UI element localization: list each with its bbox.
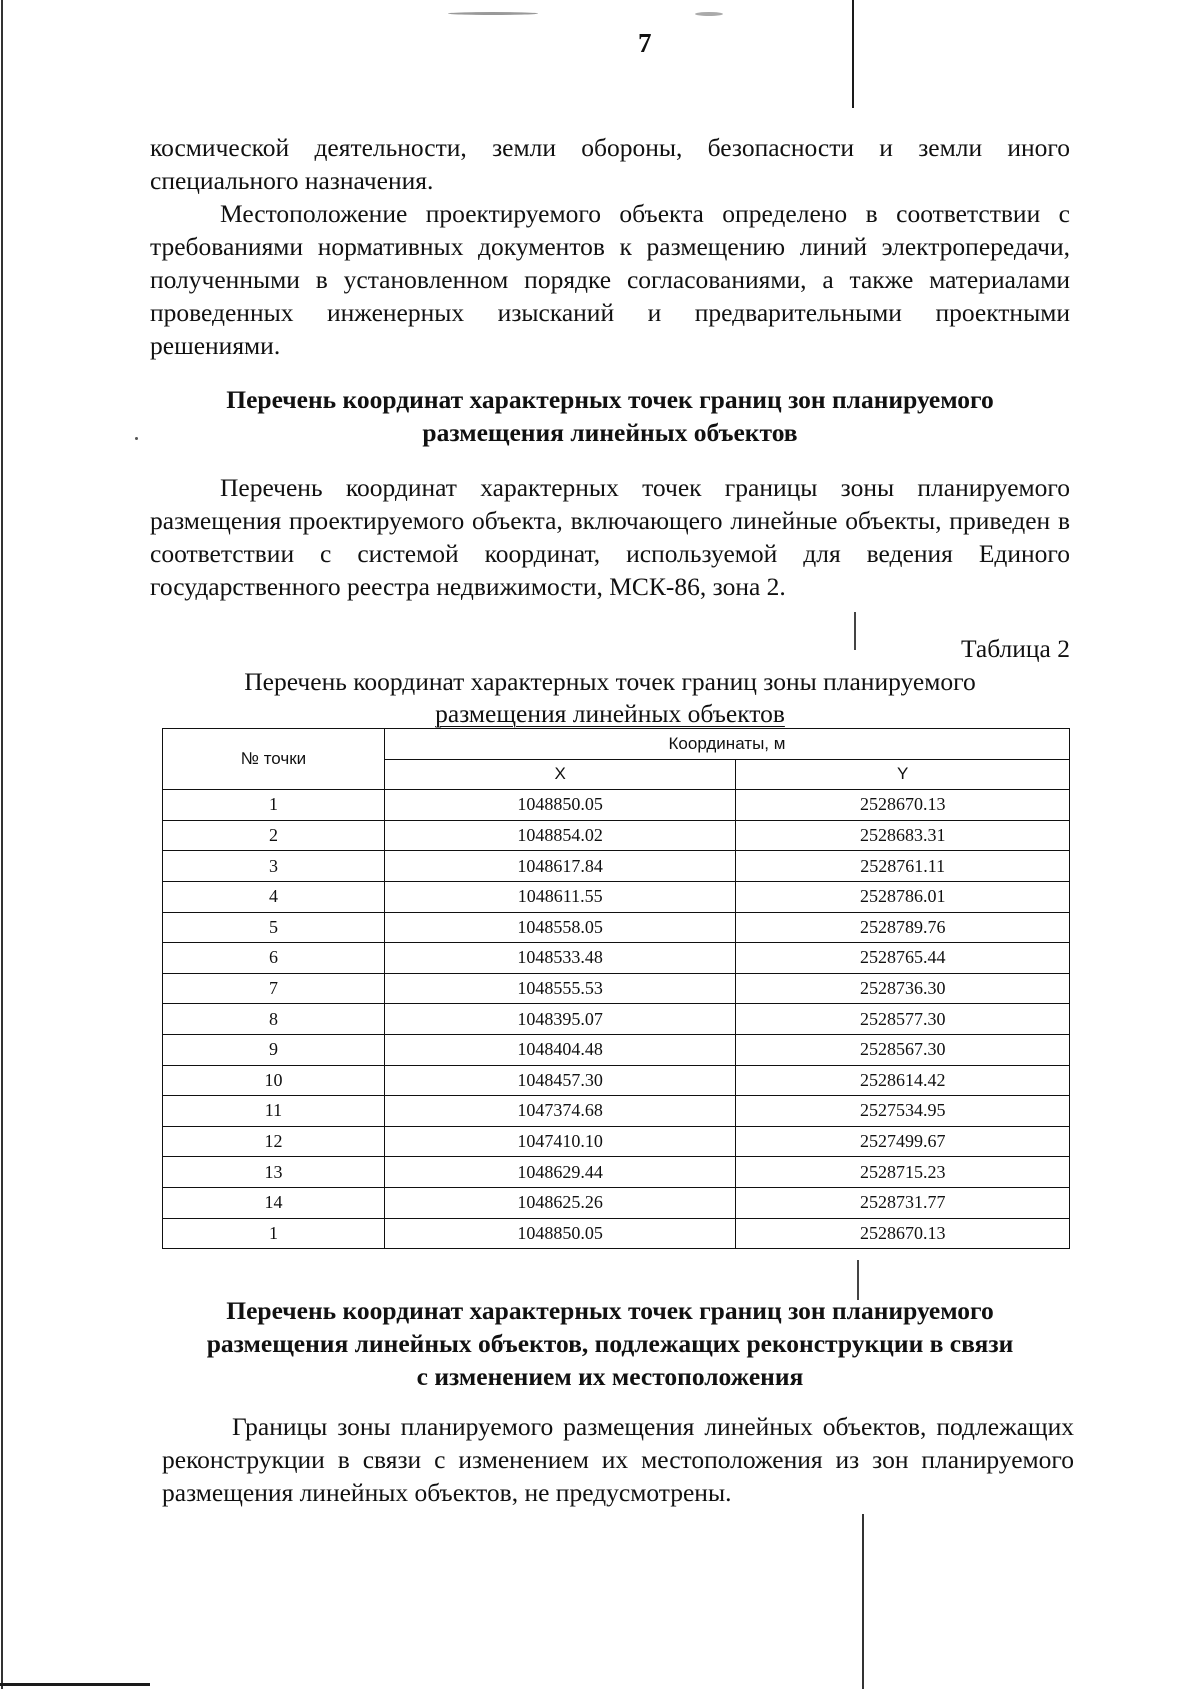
table-row [163,820,1070,851]
scan-speck [135,437,138,440]
scan-speck [695,12,723,16]
table-row [163,1157,1070,1188]
table-row [163,1034,1070,1065]
cell-y: 2528789.76 [736,912,1070,943]
table-body [163,790,1070,1249]
header-y: Y [736,759,1070,790]
scan-speck [448,12,538,15]
section1-heading [150,383,1070,449]
table-title [160,666,1060,730]
table-row [163,1187,1070,1218]
cell-point-number: 7 [163,973,385,1004]
cell-y: 2527534.95 [736,1096,1070,1127]
cell-point-number: 1 [163,790,385,821]
cell-x: 1048611.55 [384,881,735,912]
cell-x: 1048395.07 [384,1004,735,1035]
cell-point-number: 9 [163,1034,385,1065]
cell-y: 2528567.30 [736,1034,1070,1065]
cell-y: 2528670.13 [736,1218,1070,1249]
cell-point-number: 4 [163,881,385,912]
section2-heading-line3: с изменением их местоположения [416,1362,804,1391]
paragraph-continuation: космической деятельности, земли обороны, безопасности и земли иного специального назначения. [150,133,1070,195]
cell-y: 2528715.23 [736,1157,1070,1188]
intro-text [150,131,1070,362]
cell-y: 2528614.42 [736,1065,1070,1096]
cell-x: 1048850.05 [384,1218,735,1249]
cell-y: 2527499.67 [736,1126,1070,1157]
table-row [163,912,1070,943]
cell-y: 2528761.11 [736,851,1070,882]
cell-y: 2528736.30 [736,973,1070,1004]
paragraph-location: Местоположение проектируемого объекта определено в соответствии с требованиями нормативных документов к размещению линий электропередачи, полученными в установленном порядке согласованиями, а также материалами проведенных инженерных изысканий и предварительными проектными решениями. [150,199,1070,360]
cell-x: 1048854.02 [384,820,735,851]
cell-point-number: 10 [163,1065,385,1096]
cell-x: 1048533.48 [384,943,735,974]
table-row [163,973,1070,1004]
table-row [163,1065,1070,1096]
section2-heading [150,1294,1070,1393]
table-row [163,943,1070,974]
table-label: Таблица 2 [960,634,1070,663]
cell-y: 2528765.44 [736,943,1070,974]
section2-heading-line2: размещения линейных объектов, подлежащих реконструкции в связи [206,1329,1014,1358]
cell-x: 1048558.05 [384,912,735,943]
section1-paragraph: Перечень координат характерных точек границы зоны планируемого размещения проектируемого объекта, включающего линейные объекты, приведен в соответствии с системой координат, используемой для ведения Единого государственного реестра недвижимости, МСК-86, зона 2. [150,473,1070,601]
cell-point-number: 3 [163,851,385,882]
table-header-row [163,729,1070,760]
scan-edge-line-left [1,0,3,1689]
cell-point-number: 8 [163,1004,385,1035]
section2-text [162,1410,1074,1509]
scan-edge-line-bottom-right [862,1514,864,1689]
page-number: 7 [638,28,652,58]
section1-text [150,471,1070,603]
coordinates-table [162,728,1070,1249]
cell-point-number: 2 [163,820,385,851]
cell-point-number: 1 [163,1218,385,1249]
header-x: X [384,759,735,790]
cell-y: 2528577.30 [736,1004,1070,1035]
table-row [163,1126,1070,1157]
table-row [163,1218,1070,1249]
table-row [163,881,1070,912]
cell-point-number: 13 [163,1157,385,1188]
cell-y: 2528670.13 [736,790,1070,821]
cell-y: 2528786.01 [736,881,1070,912]
section2-heading-line1: Перечень координат характерных точек границ зон планируемого [226,1296,994,1325]
cell-x: 1048617.84 [384,851,735,882]
cell-y: 2528683.31 [736,820,1070,851]
cell-point-number: 5 [163,912,385,943]
cell-point-number: 11 [163,1096,385,1127]
cell-x: 1048850.05 [384,790,735,821]
scan-edge-line-bottom-left [0,1683,150,1686]
cell-x: 1048457.30 [384,1065,735,1096]
cell-point-number: 12 [163,1126,385,1157]
cell-point-number: 14 [163,1187,385,1218]
scan-edge-line-top-right [852,0,854,108]
scan-edge-line-mid-right [854,612,856,650]
cell-point-number: 6 [163,943,385,974]
cell-x: 1047374.68 [384,1096,735,1127]
table-title-line1: Перечень координат характерных точек границ зоны планируемого [244,667,976,696]
cell-x: 1048625.26 [384,1187,735,1218]
table-title-line2: размещения линейных объектов [435,699,785,728]
header-point-number: № точки [163,729,385,790]
section2-paragraph: Границы зоны планируемого размещения линейных объектов, подлежащих реконструкции в связи с изменением их местоположения из зон планируемого размещения линейных объектов, не предусмотрены. [162,1412,1074,1507]
cell-x: 1047410.10 [384,1126,735,1157]
section1-heading-line1: Перечень координат характерных точек границ зон планируемого [226,385,994,414]
cell-x: 1048555.53 [384,973,735,1004]
table-row [163,851,1070,882]
cell-y: 2528731.77 [736,1187,1070,1218]
table-row [163,790,1070,821]
table-row [163,1004,1070,1035]
table-row [163,1096,1070,1127]
section1-heading-line2: размещения линейных объектов [422,418,798,447]
header-coordinates: Координаты, м [384,729,1069,760]
cell-x: 1048404.48 [384,1034,735,1065]
cell-x: 1048629.44 [384,1157,735,1188]
